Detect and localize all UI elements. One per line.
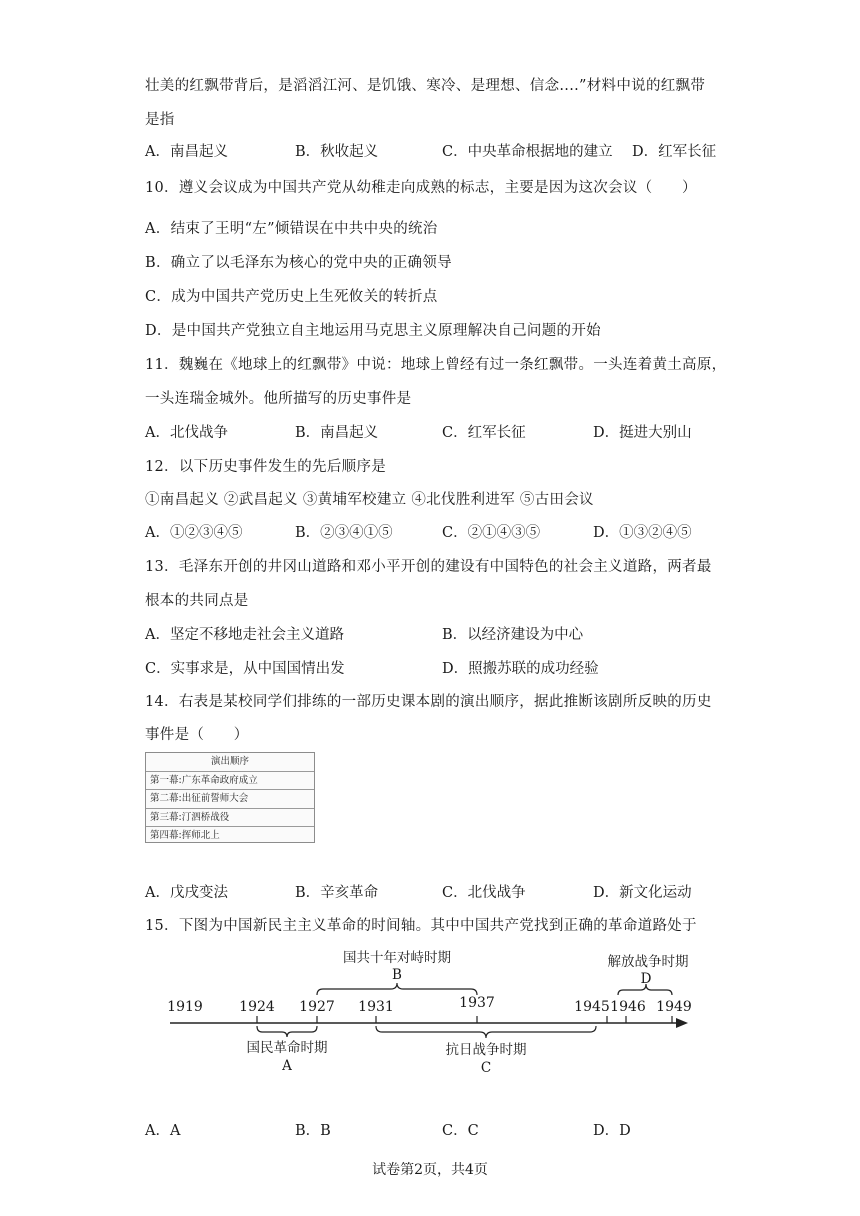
q12-options	[145, 523, 725, 543]
page-footer: 试卷第2页，共4页	[372, 1162, 488, 1178]
year-label: 1945	[574, 999, 610, 1015]
period-b-letter: B	[392, 967, 402, 983]
q13-options-row2	[145, 659, 725, 679]
q11-option-c[interactable]: C．红军长征	[442, 425, 526, 441]
q13-option-b[interactable]: B．以经济建设为中心	[442, 627, 584, 643]
q12-option-b[interactable]: B．②③④①⑤	[295, 525, 393, 541]
q9-option-c[interactable]: C．中央革命根据地的建立	[442, 144, 613, 160]
q13-stem-line1: 13．毛泽东开创的井冈山道路和邓小平开创的建设有中国特色的社会主义道路，两者最	[145, 559, 712, 575]
period-d-label: 解放战争时期	[607, 954, 689, 970]
q10-option-b[interactable]: B．确立了以毛泽东为核心的党中央的正确领导	[145, 255, 452, 271]
table-row: 第一幕:广东革命政府成立	[146, 772, 314, 791]
q12-option-c[interactable]: C．②①④③⑤	[442, 525, 541, 541]
table-row: 第四幕:挥师北上	[150, 830, 220, 842]
q9-stem-line2: 是指	[145, 112, 175, 128]
period-c-label: 抗日战争时期	[445, 1042, 527, 1058]
q10-option-d[interactable]: D．是中国共产党独立自主地运用马克思主义原理解决自己问题的开始	[145, 323, 601, 339]
brace-b	[317, 983, 477, 995]
brace-c	[376, 1026, 596, 1038]
brace-a	[257, 1026, 317, 1037]
period-a-label: 国民革命时期	[246, 1040, 328, 1056]
period-d-letter: D	[640, 971, 652, 987]
year-label: 1949	[656, 999, 692, 1015]
q14-stem-line2: 事件是（ ）	[145, 727, 249, 743]
q11-stem-line2: 一头连瑞金城外。他所描写的历史事件是	[145, 391, 412, 407]
q14-stem-line1: 14．右表是某校同学们排练的一部历史课本剧的演出顺序，据此推断该剧所反映的历史	[145, 694, 712, 710]
q14-option-a[interactable]: A．戊戌变法	[145, 885, 228, 901]
q12-option-d[interactable]: D．①③②④⑤	[593, 525, 692, 541]
q15-option-a[interactable]: A．A	[145, 1123, 181, 1139]
q11-option-b[interactable]: B．南昌起义	[295, 425, 379, 441]
table-header: 演出顺序	[146, 753, 314, 772]
q11-options	[145, 423, 725, 443]
q11-option-a[interactable]: A．北伐战争	[145, 425, 228, 441]
q13-stem-line2: 根本的共同点是	[145, 593, 249, 609]
year-label: 1919	[167, 999, 203, 1015]
q10-option-c[interactable]: C．成为中国共产党历史上生死攸关的转折点	[145, 289, 438, 305]
q10-option-a[interactable]: A．结束了王明“左”倾错误在中共中央的统治	[145, 221, 438, 237]
q10-stem: 10．遵义会议成为中国共产党从幼稚走向成熟的标志，主要是因为这次会议（ ）	[145, 180, 697, 196]
q14-option-d[interactable]: D．新文化运动	[593, 885, 692, 901]
q13-options-row1	[145, 625, 725, 645]
q9-option-a[interactable]: A．南昌起义	[145, 144, 228, 160]
q14-option-b[interactable]: B．辛亥革命	[295, 885, 379, 901]
q12-events: ①南昌起义 ②武昌起义 ③黄埔军校建立 ④北伐胜利进军 ⑤古田会议	[145, 492, 594, 508]
q15-option-b[interactable]: B．B	[295, 1123, 331, 1139]
q12-stem: 12．以下历史事件发生的先后顺序是	[145, 459, 387, 475]
performance-order-table	[145, 752, 315, 843]
timeline-arrow-icon	[676, 1018, 688, 1028]
period-a-letter: A	[282, 1058, 292, 1074]
table-row: 第二幕:出征前誓师大会	[146, 790, 314, 809]
year-label: 1927	[299, 999, 335, 1015]
year-label: 1946	[610, 999, 646, 1015]
q13-option-d[interactable]: D．照搬苏联的成功经验	[442, 661, 599, 677]
period-c-letter: C	[480, 1060, 492, 1076]
q13-option-a[interactable]: A．坚定不移地走社会主义道路	[145, 627, 344, 643]
q9-options	[145, 142, 725, 162]
year-label: 1937	[459, 995, 495, 1011]
q14-option-c[interactable]: C．北伐战争	[442, 885, 526, 901]
q13-option-c[interactable]: C．实事求是，从中国国情出发	[145, 661, 345, 677]
year-label: 1924	[239, 999, 275, 1015]
q9-option-d[interactable]: D．红军长征	[632, 144, 717, 160]
table-row: 第三幕:汀泗桥战役	[146, 809, 314, 828]
q11-option-d[interactable]: D．挺进大别山	[593, 425, 692, 441]
revolution-timeline	[160, 948, 700, 1078]
year-label: 1931	[358, 999, 394, 1015]
q15-stem: 15．下图为中国新民主主义革命的时间轴。其中中国共产党找到正确的革命道路处于	[145, 918, 697, 934]
q9-stem-line1: 壮美的红飘带背后，是滔滔江河、是饥饿、寒冷、是理想、信念....”材料中说的红飘带	[145, 78, 706, 94]
q15-options	[145, 1121, 725, 1141]
q9-option-b[interactable]: B．秋收起义	[295, 144, 379, 160]
period-b-label: 国共十年对峙时期	[343, 950, 451, 966]
q15-option-c[interactable]: C．C	[442, 1123, 479, 1139]
q14-options	[145, 883, 725, 903]
q15-option-d[interactable]: D．D	[593, 1123, 631, 1139]
q12-option-a[interactable]: A．①②③④⑤	[145, 525, 243, 541]
q11-stem-line1: 11．魏巍在《地球上的红飘带》中说：地球上曾经有过一条红飘带。一头连着黄土高原，	[145, 357, 727, 373]
